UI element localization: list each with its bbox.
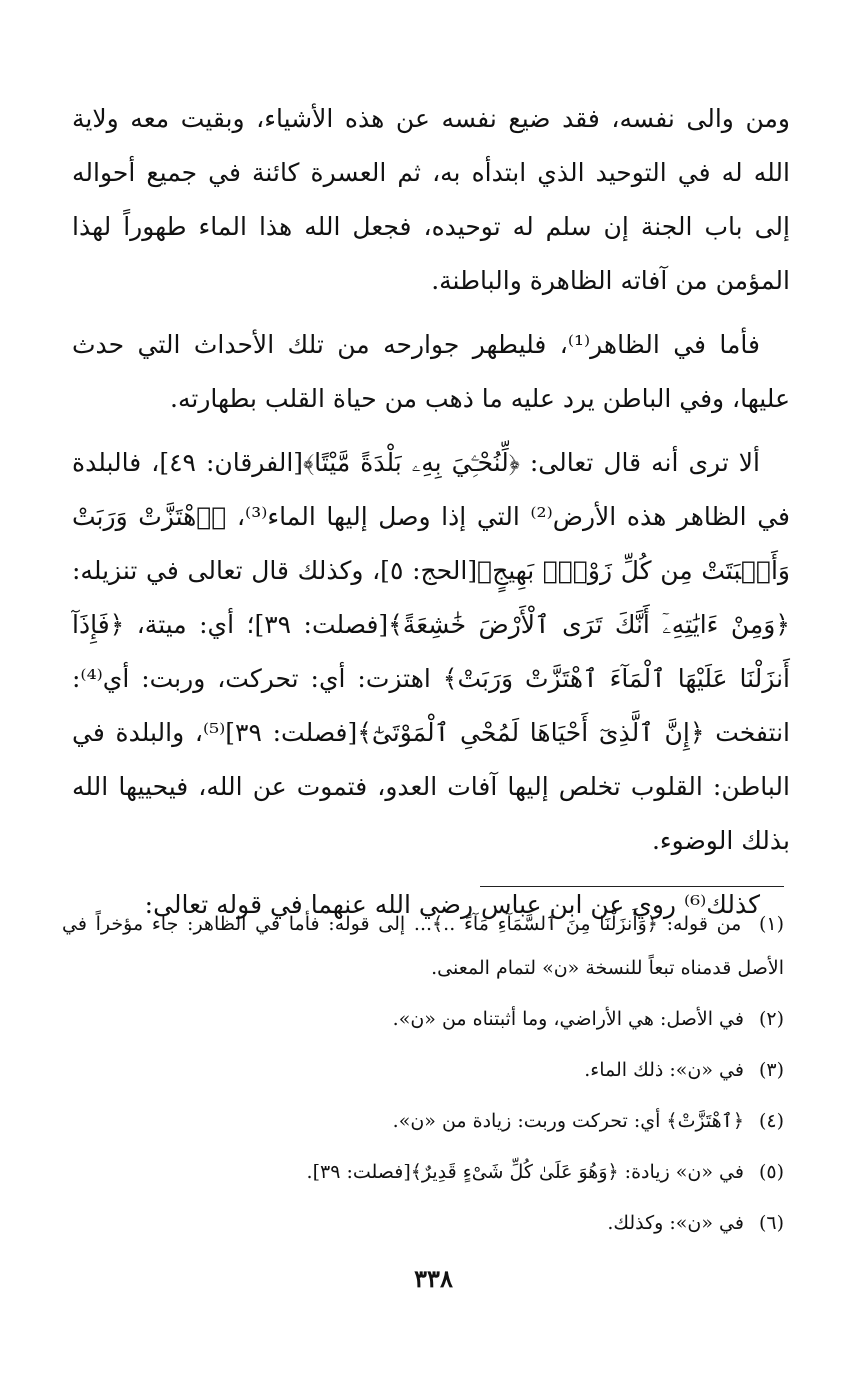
footnote-1 <box>62 902 784 990</box>
footnote-number: (٢) <box>758 1008 784 1030</box>
footnote-2 <box>62 997 784 1041</box>
footnote-text: في «ن»: ذلك الماء. <box>584 1059 744 1081</box>
footnote-5 <box>62 1150 784 1194</box>
footnote-text: ﴿ٱهْتَزَّتْ﴾ أي: تحركت وربت: زيادة من «ن». <box>392 1110 744 1132</box>
paragraph-1: ومن والى نفسه، فقد ضيع نفسه عن هذه الأشياء، وبقيت معه ولاية الله له في التوحيد الذي ابتدأه به، ثم العسرة كائنة في جميع أحواله إلى باب الجنة إن سلم له توحيده، فجعل الله هذا الماء طهوراً لهذا المؤمن من آفاته الظاهرة والباطنة. <box>72 104 790 295</box>
footnote-text: في «ن» زيادة: ﴿وَهُوَ عَلَىٰ كُلِّ شَىْءٍ قَدِيرٌ﴾[فصلت: ٣٩]. <box>306 1161 744 1183</box>
footnote-number: (٤) <box>758 1110 784 1132</box>
main-text <box>72 92 790 932</box>
footnote-text: من قوله: ﴿وَأَنزَلْنَا مِنَ ٱلسَّمَآءِ مَآءً ..﴾... إلى قوله: فأما في الظاهر: جاء مؤخراً في الأصل قدمناه تبعاً للنسخة «ن» لتمام المعنى. <box>62 913 784 979</box>
footnote-number: (٥) <box>758 1161 784 1183</box>
page-number: ٣٣٨ <box>414 1264 453 1293</box>
footnote-divider <box>480 886 784 887</box>
paragraph-4: كذلك⁽⁶⁾ روي عن ابن عباس رضي الله عنهما في قوله تعالى: <box>144 890 760 919</box>
footnote-text: في الأصل: هي الأراضي، وما أثبتناه من «ن». <box>392 1008 744 1030</box>
footnote-3 <box>62 1048 784 1092</box>
footnote-number: (٦) <box>758 1212 784 1234</box>
footnote-number: (١) <box>758 913 784 935</box>
footnote-6 <box>62 1201 784 1245</box>
footnote-4 <box>62 1099 784 1143</box>
footnote-number: (٣) <box>758 1059 784 1081</box>
footnotes <box>62 902 784 1252</box>
footnote-text: في «ن»: وكذلك. <box>607 1212 744 1234</box>
paragraph-3: ألا ترى أنه قال تعالى: ﴿لِّنُحْـِۧيَ بِهِۦ بَلْدَةً مَّيْتًا﴾[الفرقان: ٤٩]، فالبلدة في الظاهر هذه الأرض⁽²⁾ التي إذا وصل إليها الماء⁽³⁾، ﴿ٱهْتَزَّتْ وَرَبَتْ وَأَنۢبَتَتْ مِن كُلِّ زَوْجٍۭ بَهِيجٍ﴾[الحج: ٥]، وكذلك قال تعالى في تنزيله: ﴿وَمِنْ ءَايَٰتِهِۦٓ أَنَّكَ تَرَى ٱلْأَرْضَ خَٰشِعَةً﴾[فصلت: ٣٩]؛ أي: ميتة، ﴿فَإِذَآ أَنزَلْنَا عَلَيْهَا ٱلْمَآءَ ٱهْتَزَّتْ وَرَبَتْ﴾ اهتزت: أي: تحركت، وربت: أي⁽⁴⁾: انتفخت ﴿إِنَّ ٱلَّذِىٓ أَحْيَاهَا لَمُحْىِ ٱلْمَوْتَىٰٓ﴾[فصلت: ٣٩]⁽⁵⁾، والبلدة في الباطن: القلوب تخلص إليها آفات العدو، فتموت عن الله، فيحييها الله بذلك الوضوء. <box>72 448 791 855</box>
paragraph-2: فأما في الظاهر⁽¹⁾، فليطهر جوارحه من تلك الأحداث التي حدث عليها، وفي الباطن يرد عليه ما ذهب من حياة القلب بطهارته. <box>72 330 790 413</box>
